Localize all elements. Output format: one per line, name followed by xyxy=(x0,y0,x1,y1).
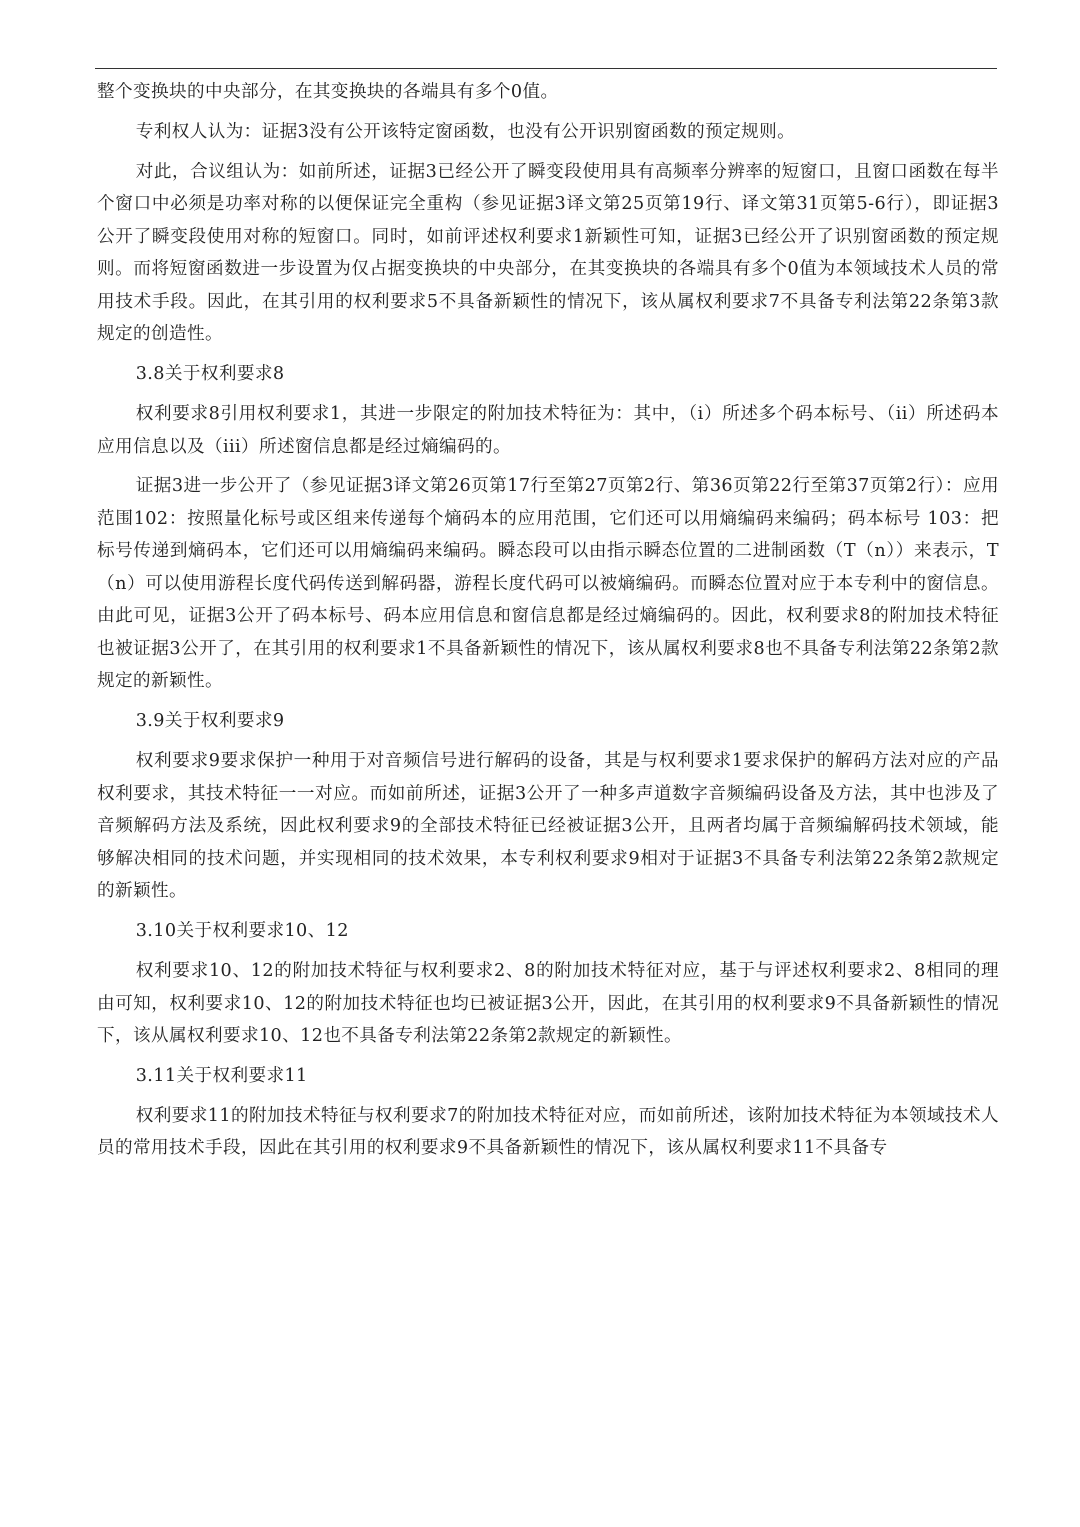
section-heading-3-11: 3.11关于权利要求11 xyxy=(135,1065,308,1086)
section-heading-3-8: 3.8关于权利要求8 xyxy=(135,364,285,385)
paragraph-evidence-3-claim-8: 证据3进一步公开了（参见证据3译文第26页第17行至第27页第2行、第36页第22行至第37页第2行）：应用范围102：按照量化标号或区组来传递每个熵码本的应用范围，它们还可以用熵编码来编码；码本标号 103：把标号传递到熵码本，它们还可以用熵编码来编码。瞬态段可以由指示瞬态位置的二进制函数（T（n））来表示，T（n）可以使用游程长度代码传送到解码器，游程长度代码可以被熵编码。而瞬态位置对应于本专利中的窗信息。由此可见，证据3公开了码本标号、码本应用信息和窗信息都是经过熵编码的。因此，权利要求8的附加技术特征也被证据3公开了，在其引用的权利要求1不具备新颖性的情况下，该从属权利要求8也不具备专利法第22条第2款规定的新颖性。 xyxy=(97,476,999,692)
header-rule xyxy=(95,68,997,69)
paragraph-continuation: 整个变换块的中央部分，在其变换块的各端具有多个0值。 xyxy=(97,82,559,102)
document-body xyxy=(97,76,999,1165)
section-heading-3-9: 3.9关于权利要求9 xyxy=(135,711,285,732)
paragraph-panel-opinion: 对此，合议组认为：如前所述，证据3已经公开了瞬变段使用具有高频率分辨率的短窗口，且窗口函数在每半个窗口中必须是功率对称的以便保证完全重构（参见证据3译文第25页第19行、译文第31页第5-6行），即证据3公开了瞬变段使用对称的短窗口。同时，如前评述权利要求1新颖性可知，证据3已经公开了识别窗函数的预定规则。而将短窗函数进一步设置为仅占据变换块的中央部分，在其变换块的各端具有多个0值为本领域技术人员的常用技术手段。因此，在其引用的权利要求5不具备新颖性的情况下，该从属权利要求7不具备专利法第22条第3款规定的创造性。 xyxy=(97,161,999,345)
section-heading-3-10: 3.10关于权利要求10、12 xyxy=(135,921,349,942)
paragraph-claims-10-12: 权利要求10、12的附加技术特征与权利要求2、8的附加技术特征对应，基于与评述权利要求2、8相同的理由可知，权利要求10、12的附加技术特征也均已被证据3公开，因此，在其引用的权利要求9不具备新颖性的情况下，该从属权利要求10、12也不具备专利法第22条第2款规定的新颖性。 xyxy=(97,961,999,1047)
paragraph-claim-11: 权利要求11的附加技术特征与权利要求7的附加技术特征对应，而如前所述，该附加技术特征为本领域技术人员的常用技术手段，因此在其引用的权利要求9不具备新颖性的情况下，该从属权利要求11不具备专 xyxy=(97,1105,999,1159)
paragraph-claim-9: 权利要求9要求保护一种用于对音频信号进行解码的设备，其是与权利要求1要求保护的解码方法对应的产品权利要求，其技术特征一一对应。而如前所述，证据3公开了一种多声道数字音频编码设备及方法，其中也涉及了音频解码方法及系统，因此权利要求9的全部技术特征已经被证据3公开，且两者均属于音频编解码技术领域，能够解决相同的技术问题，并实现相同的技术效果，本专利权利要求9相对于证据3不具备专利法第22条第2款规定的新颖性。 xyxy=(97,751,999,902)
paragraph-claim-8: 权利要求8引用权利要求1，其进一步限定的附加技术特征为：其中，（i）所述多个码本标号、（ii）所述码本应用信息以及（iii）所述窗信息都是经过熵编码的。 xyxy=(97,404,999,457)
paragraph-patentee-opinion: 专利权人认为：证据3没有公开该特定窗函数，也没有公开识别窗函数的预定规则。 xyxy=(135,121,796,142)
